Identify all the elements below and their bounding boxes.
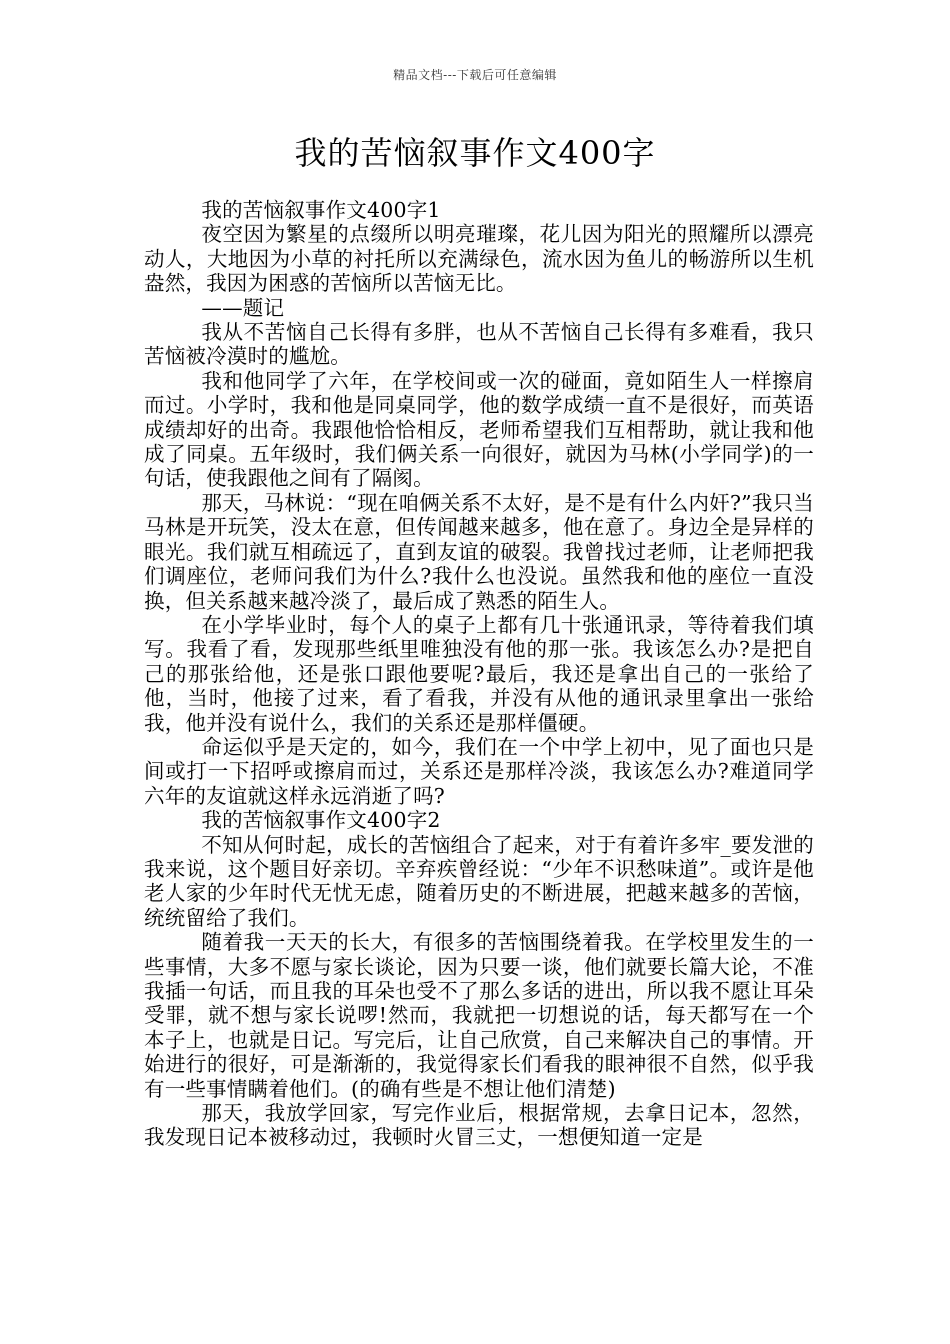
paragraph: 我和他同学了六年，在学校间或一次的碰面，竟如陌生人一样擦肩而过。小学时，我和他是同桌同学，他的数学成绩一直不是很好，而英语成绩却好的出奇。我跟他恰恰相反，老师希望我们互相帮助，就让我和他成了同桌。五年级时，我们俩关系一向很好，就因为马林(小学同学)的一句话，使我跟他之间有了隔阂。 — [144, 368, 814, 491]
paragraph: 那天，我放学回家，写完作业后，根据常规，去拿日记本，忽然，我发现日记本被移动过，我顿时火冒三丈，一想便知道一定是 — [144, 1101, 814, 1150]
paragraph: 在小学毕业时，每个人的桌子上都有几十张通讯录，等待着我们填写。我看了看，发现那些纸里唯独没有他的那一张。我该怎么办?是把自己的那张给他，还是张口跟他要呢?最后，我还是拿出自己的一张给了他，当时，他接了过来，看了看我，并没有从他的通讯录里拿出一张给我，他并没有说什么，我们的关系还是那样僵硬。 — [144, 612, 814, 735]
section-heading-1: 我的苦恼叙事作文400字1 — [201, 198, 441, 222]
document-title: 我的苦恼叙事作文400字 — [294, 134, 656, 172]
paragraph: 我从不苦恼自己长得有多胖，也从不苦恼自己长得有多难看，我只苦恼被冷漠时的尴尬。 — [144, 320, 814, 369]
document-body — [144, 198, 814, 1150]
paragraph: 不知从何时起，成长的苦恼组合了起来，对于有着许多牢_要发泄的我来说，这个题目好亲切。辛弃疾曾经说：“少年不识愁味道”。或许是他老人家的少年时代无忧无虑，随着历史的不断进展，把越来越多的苦恼，统统留给了我们。 — [144, 832, 814, 930]
section-heading-2: 我的苦恼叙事作文400字2 — [201, 808, 441, 833]
paragraph: 夜空因为繁星的点缀所以明亮璀璨，花儿因为阳光的照耀所以漂亮动人，大地因为小草的衬托所以充满绿色，流水因为鱼儿的畅游所以生机盎然，我因为困惑的苦恼所以苦恼无比。 — [144, 222, 814, 296]
paragraph: 命运似乎是天定的，如今，我们在一个中学上初中，见了面也只是间或打一下招呼或擦肩而过，关系还是那样冷淡，我该怎么办?难道同学六年的友谊就这样永远消逝了吗? — [144, 734, 814, 808]
page-header: 精品文档---下载后可任意编辑 — [393, 68, 557, 82]
paragraph: 那天，马林说：“现在咱俩关系不太好，是不是有什么内奸?”我只当马林是开玩笑，没太在意，但传闻越来越多，他在意了。身边全是异样的眼光。我们就互相疏远了，直到友谊的破裂。我曾找过老师，让老师把我们调座位，老师问我们为什么?我什么也没说。虽然我和他的座位一直没换，但关系越来越冷淡了，最后成了熟悉的陌生人。 — [144, 490, 814, 613]
paragraph: 随着我一天天的长大，有很多的苦恼围绕着我。在学校里发生的一些事情，大多不愿与家长谈论，因为只要一谈，他们就要长篇大论，不准我插一句话，而且我的耳朵也受不了那么多话的进出，所以我不愿让耳朵受罪，就不想与家长说啰!然而，我就把一切想说的话，每天都写在一个本子上，也就是日记。写完后，让自己欣赏，自己来解决自己的事情。开始进行的很好，可是渐渐的，我觉得家长们看我的眼神很不自然，似乎我有一些事情瞒着他们。(的确有些是不想让他们清楚) — [144, 930, 814, 1101]
epigraph-note: ——题记 — [201, 295, 285, 320]
